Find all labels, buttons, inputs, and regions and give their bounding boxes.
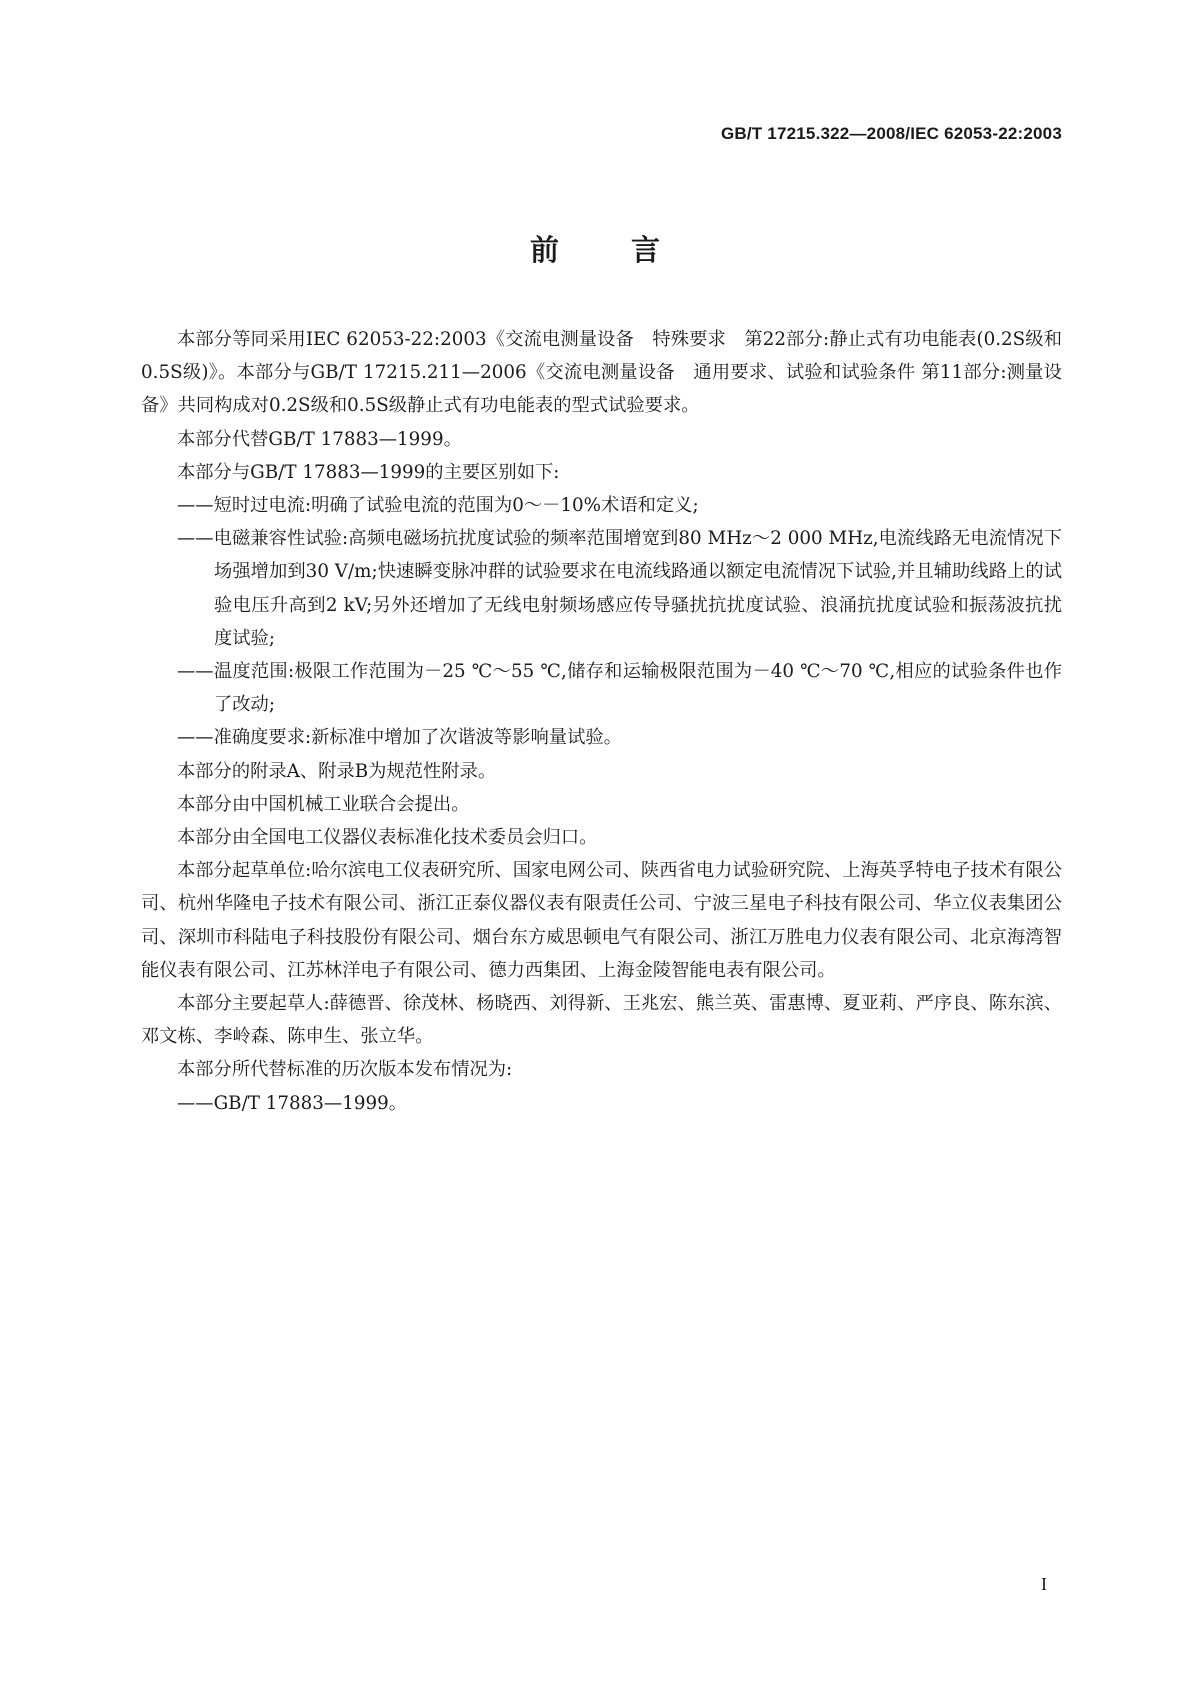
list-item-short-time-overcurrent: ——短时过电流:明确了试验电流的范围为0～－10%术语和定义; bbox=[177, 495, 699, 517]
paragraph-drafting-units: 本部分起草单位:哈尔滨电工仪表研究所、国家电网公司、陕西省电力试验研究院、上海英孚特电子技术有限公司、杭州华隆电子技术有限公司、浙江正泰仪器仪表有限责任公司、宁波三星电子科技有限公司、华立仪表集团公司、深圳市科陆电子科技股份有限公司、烟台东方威思顿电气有限公司、浙江万胜电力仪表有限公司、北京海湾智能仪表有限公司、江苏林洋电子有限公司、德力西集团、上海金陵智能电表有限公司。 bbox=[141, 860, 1062, 981]
paragraph-history-intro: 本部分所代替标准的历次版本发布情况为: bbox=[177, 1059, 513, 1081]
standard-number-header: GB/T 17215.322—2008/IEC 62053-22:2003 bbox=[720, 124, 1062, 143]
list-item-accuracy: ——准确度要求:新标准中增加了次谐波等影响量试验。 bbox=[177, 727, 622, 749]
list-item-emc-test: ——电磁兼容性试验:高频电磁场抗扰度试验的频率范围增宽到80 MHz～2 000 MHz,电流线路无电流情况下场强增加到30 V/m;快速瞬变脉冲群的试验要求在电流线路通以额定电流情况下试验,并且辅助线路上的试验电压升高到2 kV;另外还增加了无线电射频场感应传导骚扰抗扰度试验、浪涌抗扰度试验和振荡波抗扰度试验; bbox=[177, 528, 1062, 649]
page-title: 前 言 bbox=[529, 233, 662, 267]
foreword-body bbox=[141, 323, 1062, 1120]
paragraph-annexes: 本部分的附录A、附录B为规范性附录。 bbox=[177, 760, 497, 782]
paragraph-administered-by: 本部分由全国电工仪器仪表标准化技术委员会归口。 bbox=[177, 827, 598, 849]
paragraph-differences-intro: 本部分与GB/T 17883—1999的主要区别如下: bbox=[177, 461, 560, 483]
list-item-history-version: ——GB/T 17883—1999。 bbox=[177, 1092, 408, 1114]
page-number: I bbox=[1041, 1574, 1047, 1594]
list-item-temperature-range: ——温度范围:极限工作范围为－25 ℃～55 ℃,储存和运输极限范围为－40 ℃～70 ℃,相应的试验条件也作了改动; bbox=[177, 661, 1062, 716]
paragraph-replaces: 本部分代替GB/T 17883—1999。 bbox=[177, 428, 462, 450]
paragraph-proposed-by: 本部分由中国机械工业联合会提出。 bbox=[177, 793, 470, 815]
paragraph-drafters: 本部分主要起草人:薛德晋、徐茂林、杨晓西、刘得新、王兆宏、熊兰英、雷惠博、夏亚莉、严序良、陈东滨、邓文栋、李岭森、陈申生、张立华。 bbox=[141, 993, 1062, 1048]
paragraph-adoption: 本部分等同采用IEC 62053-22:2003《交流电测量设备 特殊要求 第22部分:静止式有功电能表(0.2S级和0.5S级)》。本部分与GB/T 17215.211—2006《交流电测量设备 通用要求、试验和试验条件 第11部分:测量设备》共同构成对0.2S级和0.5S级静止式有功电能表的型式试验要求。 bbox=[141, 329, 1062, 417]
